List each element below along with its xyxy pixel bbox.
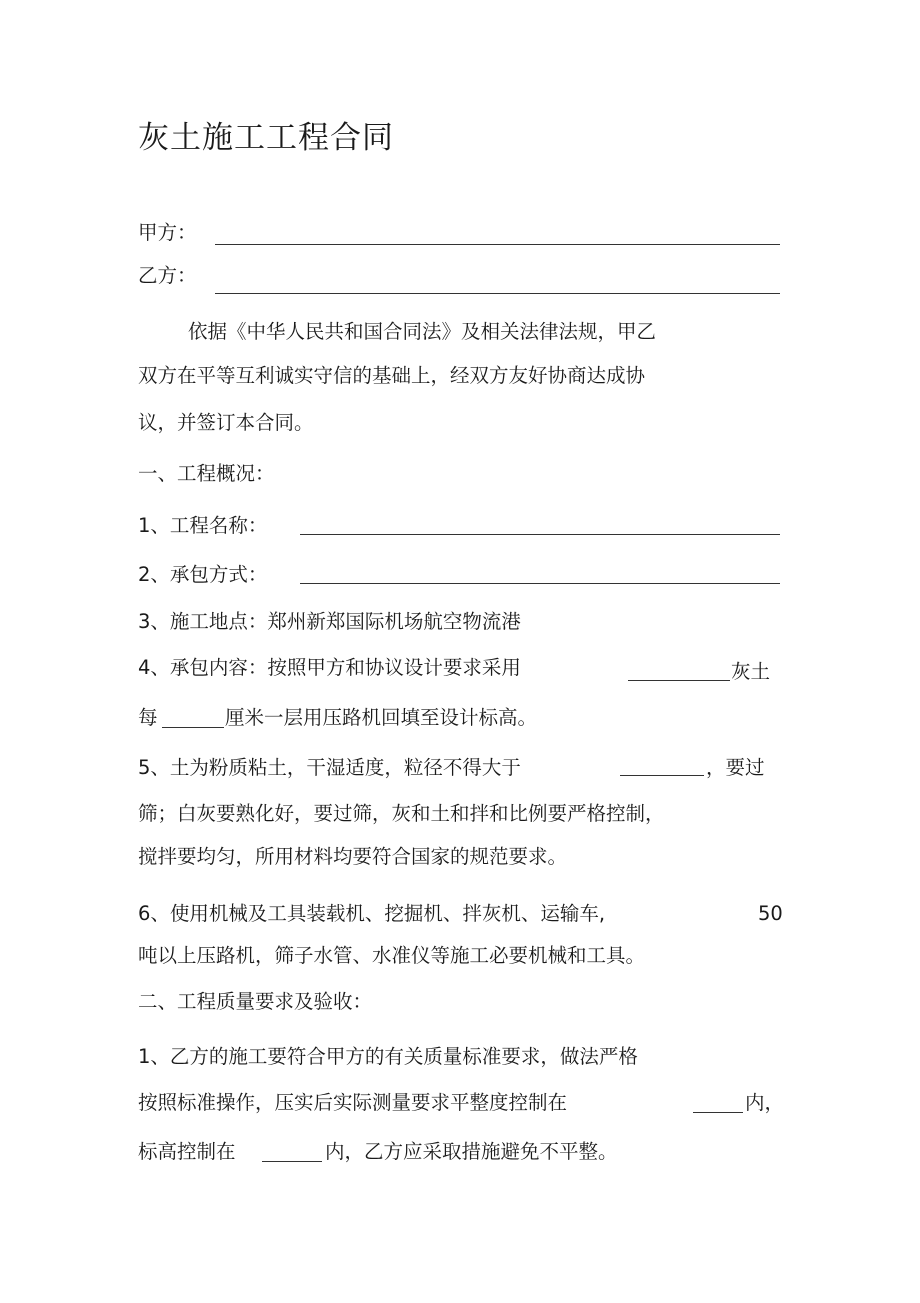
item-contract-mode-label: 2、承包方式：	[138, 563, 268, 586]
page-title: 灰土施工工程合同	[138, 120, 394, 156]
item-machinery-tonnage: 50	[758, 902, 783, 925]
particle-size-blank	[620, 775, 704, 776]
item-machinery-line-1: 6、使用机械及工具装载机、挖掘机、拌灰机、运输车,	[138, 902, 606, 925]
section-2-heading: 二、工程质量要求及验收：	[138, 990, 373, 1013]
item-quality-line-2: 按照标准操作，压实后实际测量要求平整度控制在	[138, 1091, 568, 1114]
item-scope-line-2: 厘米一层用压路机回填至设计标高。	[225, 706, 538, 729]
party-b-label: 乙方：	[138, 264, 197, 287]
item-quality-elevation-label: 标高控制在	[138, 1140, 236, 1163]
party-b-blank	[215, 293, 780, 294]
elevation-blank	[262, 1161, 322, 1162]
item-soil-line-2: 筛；白灰要熟化好，要过筛，灰和土和拌和比例要严格控制，	[138, 802, 665, 825]
item-site-location: 3、施工地点：郑州新郑国际机场航空物流港	[138, 610, 521, 633]
item-quality-line-3: 内，乙方应采取措施避免不平整。	[325, 1140, 618, 1163]
item-scope-line-1: 4、承包内容：按照甲方和协议设计要求采用	[138, 656, 521, 679]
item-soil-sieve: ，要过	[706, 756, 765, 779]
item-project-name-label: 1、工程名称：	[138, 514, 268, 537]
item-quality-line-1: 1、乙方的施工要符合甲方的有关质量标准要求，做法严格	[138, 1045, 638, 1068]
item-soil-line-1: 5、土为粉质粘土，干湿适度，粒径不得大于	[138, 756, 521, 779]
item-scope-lime-soil: 灰土	[731, 660, 771, 683]
party-a-blank	[215, 244, 780, 245]
item-machinery-line-2: 吨以上压路机，筛子水管、水准仪等施工必要机械和工具。	[138, 944, 646, 967]
party-a-label: 甲方：	[138, 221, 197, 244]
lime-ratio-blank	[628, 680, 730, 681]
intro-line-2: 双方在平等互利诚实守信的基础上，经双方友好协商达成协	[138, 364, 646, 387]
project-name-blank	[300, 534, 780, 535]
item-quality-within-1: 内，	[745, 1091, 785, 1114]
contract-mode-blank	[300, 583, 780, 584]
item-scope-each: 每	[138, 706, 158, 729]
section-1-heading: 一、工程概况：	[138, 462, 275, 485]
flatness-blank	[693, 1112, 743, 1113]
intro-line-3: 议，并签订本合同。	[138, 411, 314, 434]
item-soil-line-3: 搅拌要均匀，所用材料均要符合国家的规范要求。	[138, 845, 568, 868]
layer-thickness-blank	[162, 727, 224, 728]
intro-line-1: 依据《中华人民共和国合同法》及相关法律法规，甲乙	[188, 320, 657, 343]
